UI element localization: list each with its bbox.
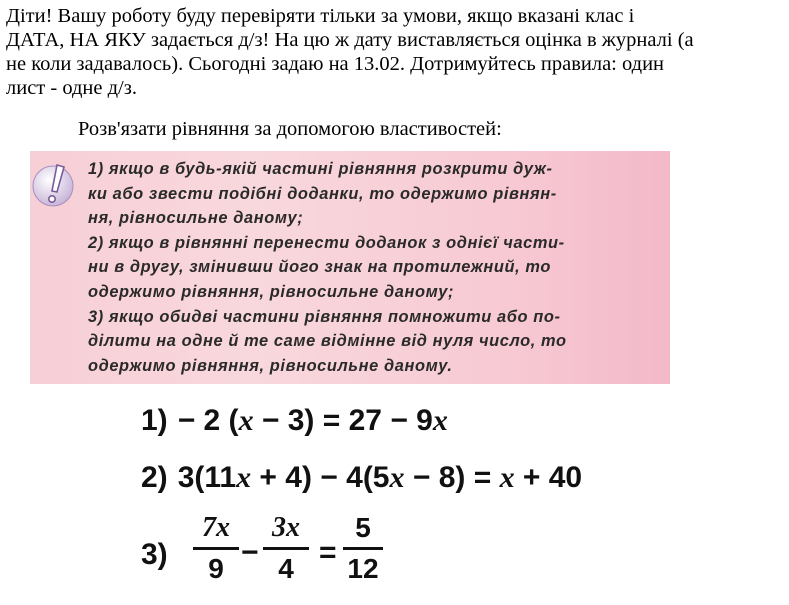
equation-part: − 8) = bbox=[404, 461, 500, 494]
minus-sign: − bbox=[241, 536, 259, 569]
intro-line-2: ДАТА, НА ЯКУ задається д/з! На цю ж дату виставляється оцінка в журналі (а bbox=[6, 29, 694, 51]
intro-line-1: Діти! Вашу роботу буду перевіряти тільки за умови, якщо вказані клас і bbox=[6, 5, 635, 27]
equals-sign: = bbox=[319, 536, 337, 569]
fraction-3 bbox=[343, 512, 383, 585]
fraction-denominator: 9 bbox=[208, 553, 224, 584]
fraction-2 bbox=[263, 512, 309, 585]
rule-line: ділити на одне й те саме відмінне від нуля число, то bbox=[88, 332, 567, 351]
rule-line: ня, рівносильне даному; bbox=[88, 209, 304, 228]
equation-2 bbox=[141, 461, 582, 495]
rule-line: ни в другу, змінивши його знак на протилежний, то bbox=[88, 258, 551, 277]
homework-date: 13.02 bbox=[353, 53, 400, 75]
fraction-numerator: 7x bbox=[202, 512, 230, 543]
equation-number: 2) bbox=[141, 461, 168, 494]
equation-number: 1) bbox=[141, 404, 168, 437]
intro-text bbox=[6, 4, 786, 100]
equation-number: 3) bbox=[141, 538, 168, 571]
rule-line: одержимо рівняння, рівносильне даному. bbox=[88, 356, 453, 375]
intro-line-3-start: не коли задавалось). Сьогодні задаю на bbox=[6, 53, 354, 75]
equation-part: + 4) − 4(5 bbox=[251, 461, 390, 494]
intro-line-4: лист - одне д/з. bbox=[6, 77, 137, 99]
equation-1 bbox=[141, 404, 448, 438]
equation-part: + 40 bbox=[514, 461, 583, 494]
fraction-bar bbox=[263, 547, 309, 550]
fraction-numerator: 3x bbox=[272, 512, 300, 543]
equation-variable: x bbox=[389, 461, 405, 494]
equation-part: 3(11 bbox=[177, 461, 237, 494]
fraction-denominator: 12 bbox=[347, 553, 379, 584]
equation-part: − 2 ( bbox=[177, 404, 239, 437]
intro-line-3-end: . Дотримуйтесь правила: один bbox=[399, 53, 665, 75]
equation-variable: x bbox=[499, 461, 515, 494]
equation-variable: x bbox=[432, 404, 448, 437]
fraction-numerator: 5 bbox=[355, 512, 371, 543]
rule-line: ки або звести подібні доданки, то одержимо рівнян- bbox=[88, 184, 557, 203]
intro-line-3 bbox=[6, 52, 786, 76]
rule-line: одержимо рівняння, рівносильне даному; bbox=[88, 282, 455, 301]
fraction-bar bbox=[343, 547, 383, 550]
fraction-1 bbox=[193, 512, 239, 585]
equation-3 bbox=[141, 512, 441, 592]
equation-variable: x bbox=[238, 404, 254, 437]
rule-line: 3) якщо обидві частини рівняння помножити або по- bbox=[88, 307, 561, 326]
fraction-denominator: 4 bbox=[278, 553, 294, 584]
rule-line: 1) якщо в будь-якій частині рівняння розкрити дуж- bbox=[88, 160, 553, 178]
equation-part: − 3) = 27 − 9 bbox=[253, 404, 433, 437]
fraction-bar bbox=[193, 547, 239, 550]
equation-variable: x bbox=[236, 461, 252, 494]
rules-box bbox=[30, 151, 670, 384]
rules-list bbox=[88, 157, 668, 378]
rule-line: 2) якщо в рівнянні перенести доданок з однієї части- bbox=[88, 233, 565, 252]
exclamation-icon bbox=[31, 159, 81, 209]
task-instruction: Розв'язати рівняння за допомогою властивостей: bbox=[78, 118, 502, 140]
